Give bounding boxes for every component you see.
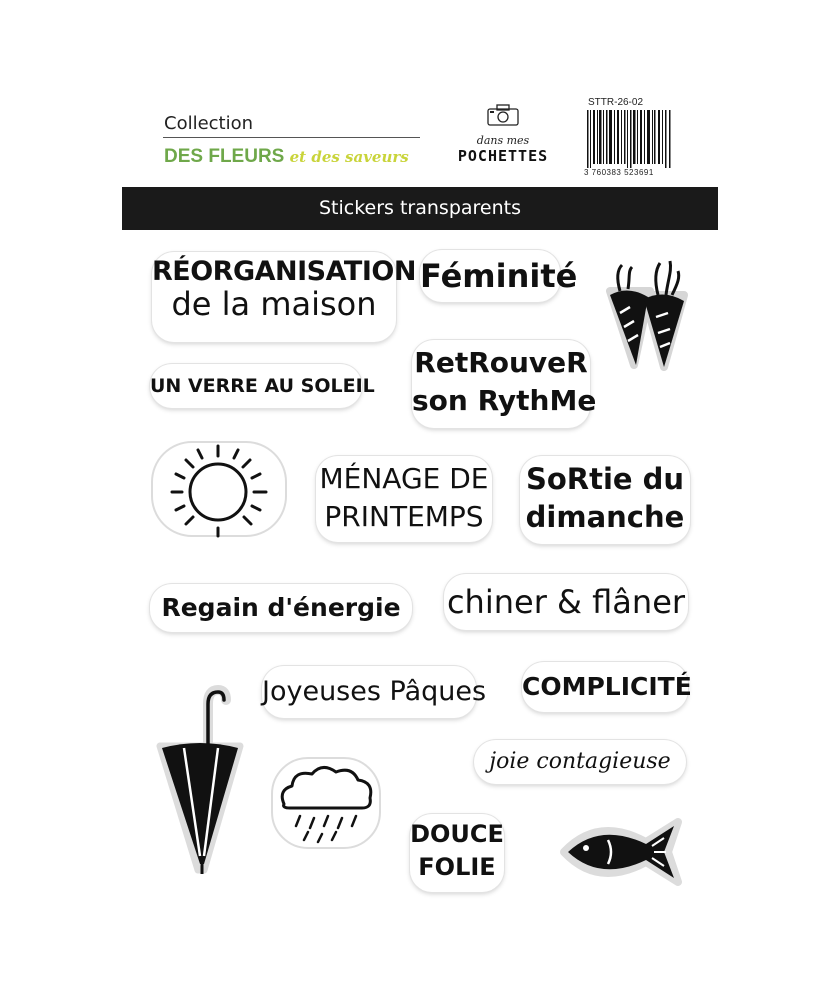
brand-small-text: dans mes [476, 134, 530, 147]
sticker-douce-folie [410, 814, 504, 892]
sticker-menage-line2: PRINTEMPS [324, 500, 484, 533]
sticker-regain-text: Regain d'énergie [161, 593, 401, 622]
sticker-complicite-text: COMPLICITÉ [522, 672, 692, 701]
collection-name [164, 146, 409, 168]
umbrella-icon [154, 684, 250, 880]
brand-name: POCHETTES [457, 147, 549, 165]
sticker-feminite [420, 250, 578, 302]
sticker-verre-text: UN VERRE AU SOLEIL [150, 375, 375, 397]
sticker-paques-text: Joyeuses Pâques [262, 676, 487, 707]
sticker-feminite-text: Féminité [420, 257, 578, 295]
sticker-chiner [444, 574, 688, 630]
sticker-chiner-text: chiner & flâner [446, 583, 686, 621]
sticker-rythme-line2: son RythMe [412, 384, 597, 417]
sun-icon [150, 440, 290, 540]
sticker-sortie [520, 456, 690, 544]
rain-cloud-icon [270, 756, 384, 852]
banner-title: Stickers transparents [318, 197, 522, 219]
sticker-sortie-line2: dimanche [525, 500, 685, 534]
sticker-menage [316, 456, 492, 542]
sticker-joie [474, 740, 686, 784]
barcode-icon [586, 110, 672, 168]
sticker-reorganisation [152, 252, 416, 342]
collection-divider [163, 137, 420, 138]
title-banner [122, 187, 718, 230]
fish-icon [558, 812, 688, 892]
collection-name-main: DES FLEURS [164, 146, 285, 167]
ean-number: 3 760383 523691 [584, 168, 654, 177]
sticker-rythme [412, 340, 597, 428]
sticker-reorganisation-line1: RÉORGANISATION [152, 256, 416, 287]
brand-logo [448, 103, 558, 165]
collection-label: Collection [164, 113, 254, 134]
collection-name-sub: et des saveurs [289, 148, 409, 166]
camera-icon [486, 103, 520, 127]
carrots-icon [598, 255, 690, 375]
sticker-douce-line2: FOLIE [418, 853, 496, 881]
sticker-menage-line1: MÉNAGE DE [319, 462, 489, 495]
sticker-paques [262, 666, 487, 718]
sticker-verre [150, 364, 375, 408]
sticker-sortie-line1: SoRtie du [525, 462, 685, 496]
sticker-douce-line1: DOUCE [410, 820, 504, 848]
sticker-joie-text: joie contagieuse [489, 749, 671, 774]
sticker-reorganisation-line2: de la maison [171, 285, 377, 323]
sticker-regain [150, 584, 412, 632]
sticker-complicite [522, 662, 692, 712]
sticker-rythme-line1: RetRouveR [414, 346, 588, 379]
product-reference: STTR-26-02 [588, 97, 644, 108]
